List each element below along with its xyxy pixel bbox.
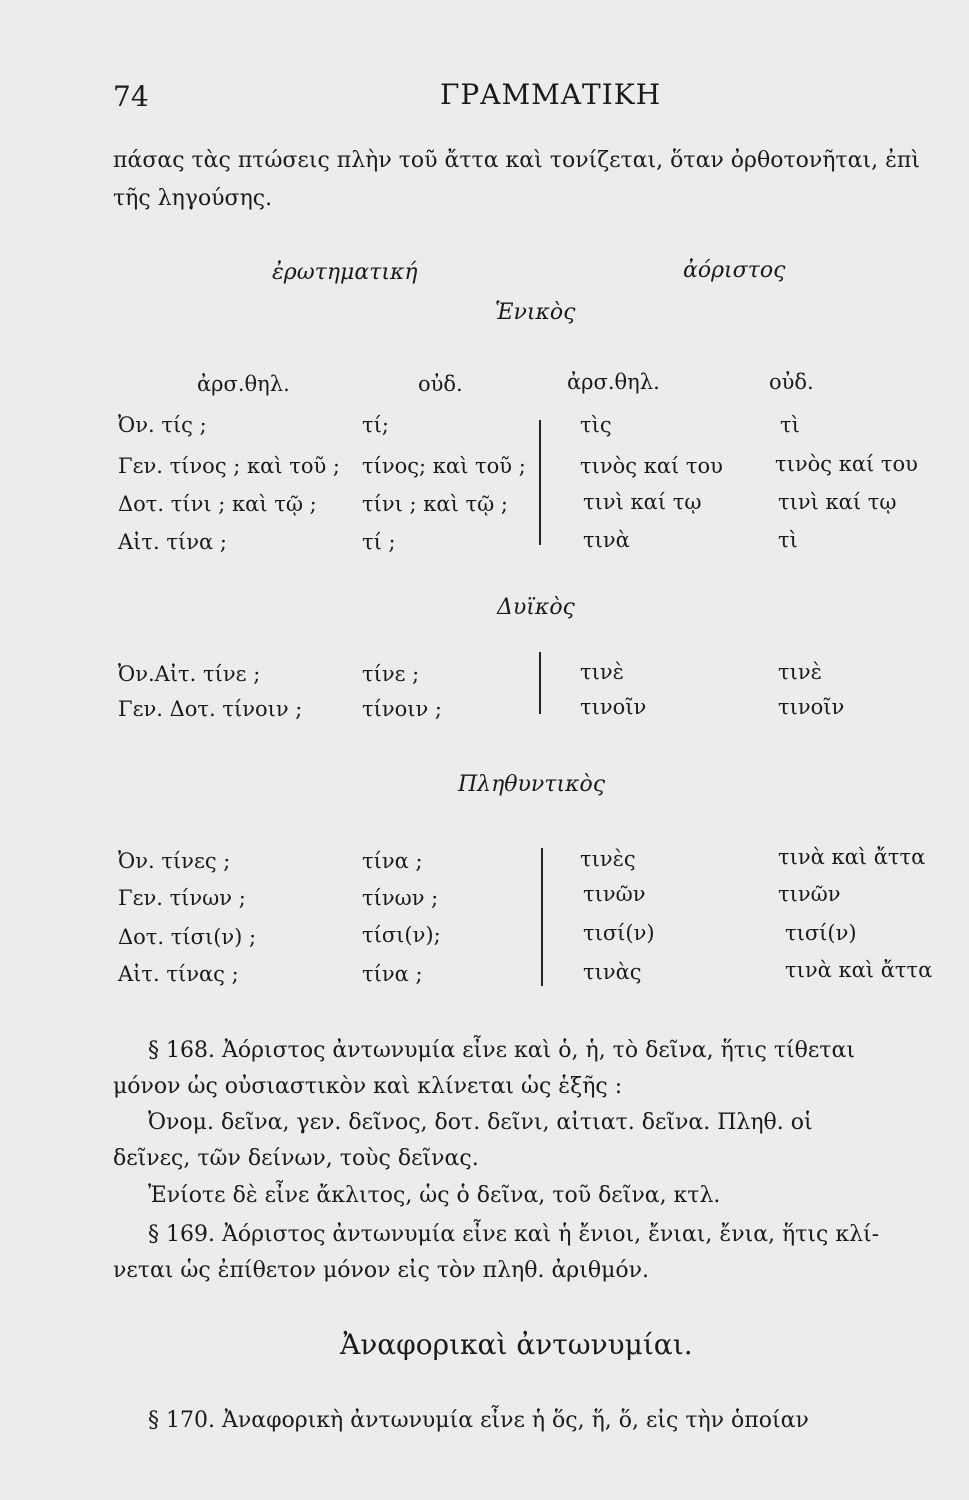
subheader-neuter-1: οὐδ.	[418, 372, 463, 396]
singular-row-1-col-3: τὶς	[580, 413, 612, 437]
page-number: 74	[113, 80, 149, 113]
subheader-masc-fem-1: ἀρσ.θηλ.	[197, 372, 290, 396]
singular-row-4-col-3: τινὰ	[583, 528, 630, 552]
col-header-interrogative: ἐρωτηματική	[272, 260, 418, 285]
singular-row-4-col-2: τί ;	[362, 530, 396, 554]
dual-row-1-col-3: τινὲ	[580, 660, 624, 684]
paragraph-169-line-1: § 169. Ἀόριστος ἀντωνυμία εἶνε καὶ ἡ ἔνιοι, ἔνιαι, ἔνια, ἥτις κλί-	[148, 1222, 880, 1247]
section-heading: Ἀναφορικαὶ ἀντωνυμίαι.	[340, 1328, 693, 1361]
paragraph-168-line-4: δεῖνες, τῶν δείνων, τοὺς δεῖνας.	[113, 1146, 479, 1171]
paragraph-168-line-3: Ὀνομ. δεῖνα, γεν. δεῖνος, δοτ. δεῖνι, αἰτιατ. δεῖνα. Πληθ. οἱ	[148, 1110, 813, 1135]
dual-row-1-col-2: τίνε ;	[362, 662, 420, 686]
singular-row-1-col-4: τὶ	[780, 413, 800, 437]
dual-row-1-col-1: Ὀν.Αἰτ. τίνε ;	[118, 662, 261, 686]
plural-row-2-col-1: Γεν. τίνων ;	[118, 886, 246, 910]
dual-row-2-col-3: τινοῖν	[580, 695, 647, 719]
plural-row-1-col-3: τινὲς	[580, 847, 636, 871]
plural-row-3-col-4: τισί(ν)	[785, 921, 857, 945]
plural-row-1-col-1: Ὀν. τίνες ;	[118, 849, 231, 873]
paragraph-169-line-2: νεται ὡς ἐπίθετον μόνον εἰς τὸν πληθ. ἀριθμόν.	[113, 1258, 650, 1283]
singular-row-3-col-3: τινὶ καί τῳ	[583, 490, 702, 514]
dual-row-2-col-2: τίνοιν ;	[362, 697, 443, 721]
singular-row-2-col-4: τινὸς καί του	[775, 452, 918, 476]
table-divider-dual	[539, 652, 541, 714]
paragraph-168-line-5: Ἐνίοτε δὲ εἶνε ἄκλιτος, ὡς ὁ δεῖνα, τοῦ δεῖνα, κτλ.	[148, 1183, 721, 1208]
paragraph-168-line-2: μόνον ὡς οὐσιαστικὸν καὶ κλίνεται ὡς ἑξῆς :	[113, 1074, 623, 1099]
plural-row-1-col-2: τίνα ;	[362, 849, 423, 873]
running-title: ΓΡΑΜΜΑΤΙΚΗ	[440, 78, 662, 111]
paragraph-170-line-1: § 170. Ἀναφορικὴ ἀντωνυμία εἶνε ἡ ὅς, ἥ, ὅ, εἰς τὴν ὁποίαν	[148, 1408, 809, 1433]
dual-row-1-col-4: τινὲ	[778, 660, 822, 684]
singular-title: Ἑνικὸς	[495, 300, 576, 325]
singular-row-3-col-1: Δοτ. τίνι ; καὶ τῷ ;	[118, 492, 317, 516]
plural-row-3-col-2: τίσι(ν);	[362, 923, 441, 947]
singular-row-3-col-4: τινὶ καί τῳ	[778, 490, 897, 514]
subheader-neuter-2: οὐδ.	[769, 370, 814, 394]
plural-row-4-col-4: τινὰ καὶ ἄττα	[785, 958, 933, 982]
intro-line-1: πάσας τὰς πτώσεις πλὴν τοῦ ἄττα καὶ τονίζεται, ὅταν ὀρθοτονῆται, ἐπὶ	[113, 148, 920, 173]
plural-row-4-col-2: τίνα ;	[362, 962, 423, 986]
plural-row-4-col-3: τινὰς	[583, 960, 642, 984]
singular-row-2-col-3: τινὸς καί του	[580, 454, 723, 478]
dual-row-2-col-4: τινοῖν	[778, 695, 845, 719]
singular-row-3-col-2: τίνι ; καὶ τῷ ;	[362, 492, 508, 516]
dual-row-2-col-1: Γεν. Δοτ. τίνοιν ;	[118, 697, 303, 721]
plural-row-4-col-1: Αἰτ. τίνας ;	[118, 962, 239, 986]
singular-row-4-col-4: τὶ	[778, 528, 798, 552]
singular-row-2-col-2: τίνος; καὶ τοῦ ;	[362, 454, 526, 478]
plural-row-1-col-4: τινὰ καὶ ἄττα	[778, 845, 926, 869]
col-header-indefinite: ἀόριστος	[683, 258, 786, 283]
plural-row-2-col-3: τινῶν	[583, 882, 646, 906]
singular-row-4-col-1: Αἰτ. τίνα ;	[118, 530, 227, 554]
table-divider-singular	[539, 420, 541, 545]
intro-line-2: τῆς ληγούσης.	[113, 186, 273, 211]
singular-row-1-col-1: Ὀν. τίς ;	[118, 413, 207, 437]
plural-row-2-col-2: τίνων ;	[362, 886, 439, 910]
table-divider-plural	[541, 848, 543, 986]
subheader-masc-fem-2: ἀρσ.θηλ.	[567, 370, 660, 394]
plural-title: Πληθυντικὸς	[458, 772, 606, 797]
plural-row-3-col-3: τισί(ν)	[583, 921, 655, 945]
plural-row-2-col-4: τινῶν	[778, 882, 841, 906]
plural-row-3-col-1: Δοτ. τίσι(ν) ;	[118, 925, 257, 949]
dual-title: Δυϊκὸς	[497, 595, 575, 620]
singular-row-1-col-2: τί;	[362, 413, 389, 437]
paragraph-168-line-1: § 168. Ἀόριστος ἀντωνυμία εἶνε καὶ ὁ, ἡ, τὸ δεῖνα, ἥτις τίθεται	[148, 1038, 855, 1063]
singular-row-2-col-1: Γεν. τίνος ; καὶ τοῦ ;	[118, 454, 341, 478]
